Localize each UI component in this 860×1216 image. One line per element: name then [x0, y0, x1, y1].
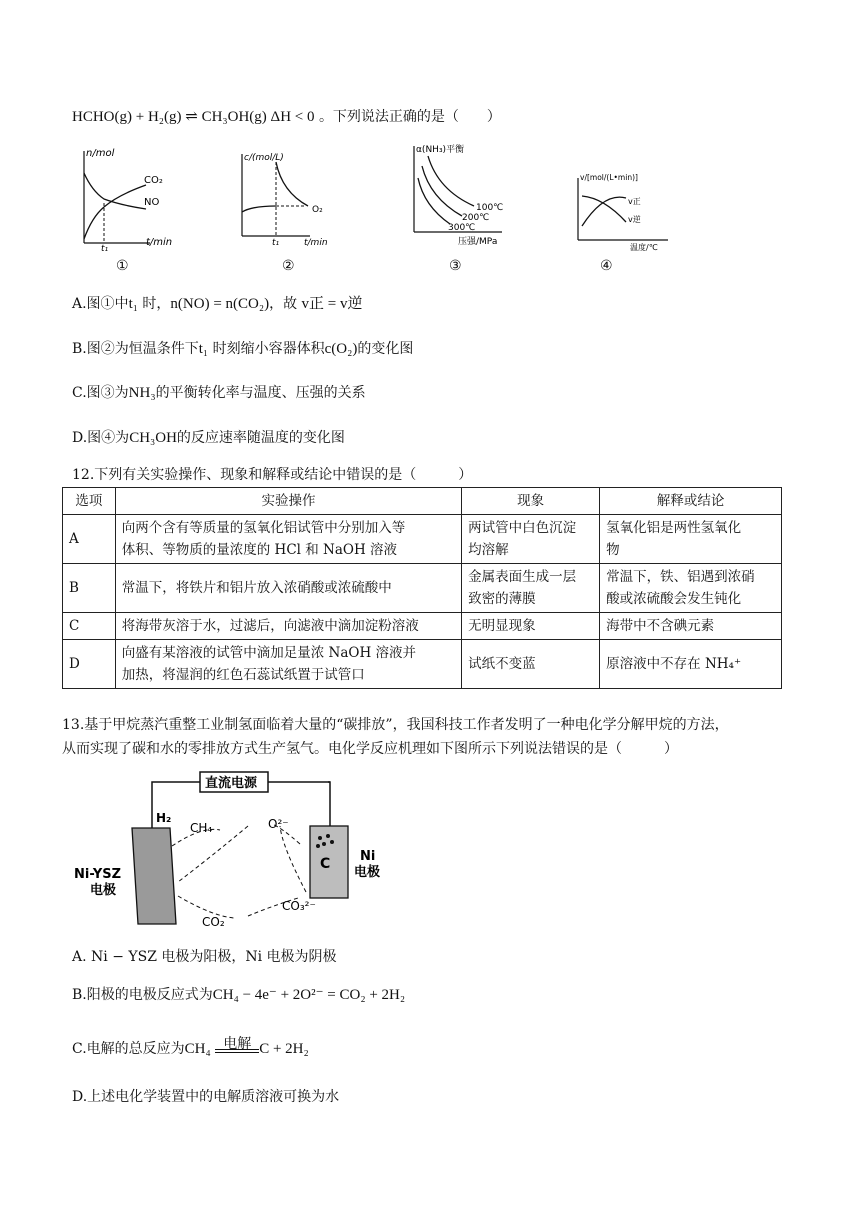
fig1-ylabel: n/mol [86, 148, 115, 159]
row-operation-line: 体积、等物质的量浓度的 HCl 和 NaOH 溶液 [121, 542, 398, 558]
q13-option-b [72, 984, 405, 1004]
fig1-tick: t₁ [101, 244, 109, 251]
q11-option-c [72, 382, 366, 402]
fig3-label-200: 200℃ [462, 213, 490, 223]
row-phenomenon [462, 564, 600, 613]
fig2-ylabel: c/(mol/L) [244, 153, 284, 163]
q13-option-c [72, 1038, 309, 1058]
q13-c-left: CH₄ [184, 1041, 211, 1057]
row-conclusion-line: 物 [606, 542, 620, 558]
row-conclusion-line: 氢氧化铝是两性氢氧化 [606, 520, 742, 536]
q13-c-condition: 电解 [223, 1036, 252, 1052]
fig4-curve-vz [582, 197, 626, 226]
q11-d-math: CH₃OH [129, 430, 177, 446]
q11-equation: HCHO(g) + H₂(g) ⇌ CH₃OH(g) ΔH < 0 [72, 109, 315, 125]
row-operation: 将海带灰溶于水，过滤后，向滤液中滴加淀粉溶液 [115, 613, 461, 640]
row-conclusion: 海带中不含碘元素 [600, 613, 782, 640]
row-operation-line: 加热，将湿润的红色石蕊试纸置于试管口 [121, 667, 365, 683]
row-option: D [63, 640, 116, 689]
label-h2: H₂ [156, 811, 172, 825]
right-electrode-label: Ni [360, 849, 376, 864]
right-electrode-label2: 电极 [354, 865, 381, 880]
q13-b-math: CH₄ − 4e⁻ + 2O²⁻ = CO₂ + 2H₂ [212, 987, 406, 1003]
figure-1 [70, 143, 182, 251]
fig2-number: ② [282, 258, 295, 274]
left-electrode [132, 828, 176, 924]
row-conclusion-line: 酸或浓硫酸会发生钝化 [606, 591, 742, 607]
q11-c-math: NH₃ [128, 385, 156, 401]
figure-3 [404, 140, 514, 252]
q11-b-text2: 时刻缩小容器体积 [208, 341, 325, 357]
row-conclusion [600, 564, 782, 613]
fig2-tick: t₁ [272, 238, 280, 248]
q11-c-text2: 的平衡转化率与温度、压强的关系 [155, 385, 366, 401]
row-phenomenon: 无明显现象 [462, 613, 600, 640]
label-o2: O²⁻ [268, 817, 289, 831]
label-ch4: CH₄ [190, 821, 213, 835]
fig3-ylabel: α(NH₃)平衡 [416, 145, 465, 155]
fig2-xlabel: t/min [304, 238, 328, 248]
fig1-curve-no [84, 173, 146, 209]
row-option: A [63, 515, 116, 564]
left-electrode-label2: 电极 [90, 883, 117, 898]
q13-option-a: A. Ni − YSZ 电极为阳极，Ni 电极为阴极 [72, 949, 337, 965]
q11-a-math: n(NO) = n(CO₂) [170, 296, 270, 312]
wire-right [328, 782, 330, 826]
fig1-xlabel: t/min [146, 237, 173, 248]
fig2-label-o2: O₂ [312, 205, 323, 215]
fig3-curve-100 [428, 156, 474, 206]
fig3-curve-200 [422, 166, 462, 216]
figure-4 [570, 172, 680, 252]
row-operation-line: 向盛有某溶液的试管中滴加足量浓 NaOH 溶液并 [121, 645, 417, 661]
q13-b-text: B.阳极的电极反应式为 [72, 987, 213, 1003]
fig1-label-no: NO [144, 197, 160, 208]
arrow-o2-left [178, 826, 248, 882]
q11-a-math2: v正 = v逆 [301, 296, 363, 312]
table-row [63, 515, 782, 564]
q11-a-text2: 时， [137, 296, 171, 312]
fig2-curve-before [242, 206, 276, 212]
table-row [63, 640, 782, 689]
q11-b-t1: t₁ [198, 341, 209, 357]
q11-option-d [72, 427, 345, 447]
table-row [63, 613, 782, 640]
power-label: 直流电源 [205, 776, 258, 791]
fig3-number: ③ [449, 258, 462, 274]
fig3-xlabel: 压强/MPa [458, 237, 498, 247]
header-conclusion: 解释或结论 [600, 488, 782, 515]
q12-stem: 12.下列有关实验操作、现象和解释或结论中错误的是（ ） [72, 467, 473, 483]
fig1-label-co2: CO₂ [144, 175, 163, 186]
electrolysis-diagram [72, 766, 402, 936]
row-phenomenon-line: 两试管中白色沉淀 [468, 520, 577, 536]
figure-2 [232, 148, 336, 250]
fig4-ylabel: v/[mol/(L•min)] [580, 173, 638, 182]
left-electrode-label: Ni-YSZ [74, 867, 122, 882]
table-header-row [63, 488, 782, 515]
q11-d-text2: 的反应速率随温度的变化图 [176, 430, 345, 446]
fig3-label-300: 300℃ [448, 223, 476, 233]
header-operation: 实验操作 [115, 488, 461, 515]
row-conclusion: 原溶液中不存在 NH₄⁺ [600, 640, 782, 689]
q11-option-a [72, 292, 363, 313]
row-operation-line: 向两个含有等质量的氢氧化铝试管中分别加入等 [121, 520, 406, 536]
label-c: C [320, 856, 331, 872]
q13-stem-line2: 从而实现了碳和水的零排放方式生产氢气。电化学反应机理如下图所示下列说法错误的是（ ） [62, 741, 678, 757]
header-phenomenon: 现象 [462, 488, 600, 515]
table-row [63, 564, 782, 613]
fig3-label-100: 100℃ [476, 203, 504, 213]
header-option: 选项 [63, 488, 116, 515]
label-co3: CO₃²⁻ [282, 899, 316, 913]
q11-b-text3: 的变化图 [357, 341, 414, 357]
fig4-label-vz: v正 [628, 197, 641, 206]
q11-option-b [72, 338, 413, 358]
row-conclusion-line: 常温下，铁、铝遇到浓硝 [606, 569, 755, 585]
row-phenomenon [462, 515, 600, 564]
label-co2: CO₂ [202, 915, 225, 929]
q13-option-d: D.上述电化学装置中的电解质溶液可换为水 [72, 1089, 340, 1105]
arrow-co3-up [280, 826, 306, 892]
q11-stem-text: 。下列说法正确的是（ ） [318, 109, 501, 125]
fig4-xlabel: 温度/℃ [630, 243, 658, 252]
fig4-curve-vn [582, 196, 626, 222]
row-phenomenon: 试纸不变蓝 [462, 640, 600, 689]
row-option: C [63, 613, 116, 640]
fig4-number: ④ [600, 258, 613, 274]
q11-a-text3: ，故 [269, 296, 302, 312]
q11-a-text1: A.图①中 [72, 296, 129, 312]
fig3-curve-300 [418, 178, 450, 224]
q11-b-text1: B.图②为恒温条件下 [72, 341, 199, 357]
row-conclusion [600, 515, 782, 564]
row-operation [115, 515, 461, 564]
row-operation [115, 640, 461, 689]
fig1-curve-co2 [84, 185, 146, 239]
fig4-label-vn: v逆 [628, 215, 641, 224]
row-option: B [63, 564, 116, 613]
fig1-number: ① [116, 258, 129, 274]
q13-c-text: C.电解的总反应为 [72, 1041, 185, 1057]
row-phenomenon-line: 金属表面生成一层 [468, 569, 577, 585]
row-phenomenon-line: 致密的薄膜 [468, 591, 536, 607]
q11-stem [72, 106, 501, 126]
q12-table [62, 487, 782, 689]
fig2-curve-after [276, 162, 308, 206]
q13-stem-line1: 13.基于甲烷蒸汽重整工业制氢面临着大量的“碳排放”，我国科技工作者发明了一种电化学分解甲烷的方法， [62, 717, 729, 733]
q13-c-right: C + 2H₂ [259, 1041, 309, 1057]
q11-c-text1: C.图③为 [72, 385, 129, 401]
q11-b-math: c(O₂) [324, 341, 358, 357]
q11-d-text1: D.图④为 [72, 430, 130, 446]
row-phenomenon-line: 均溶解 [468, 542, 509, 558]
q11-a-t1: t₁ [128, 296, 138, 312]
row-operation: 常温下，将铁片和铝片放入浓硝酸或浓硫酸中 [115, 564, 461, 613]
